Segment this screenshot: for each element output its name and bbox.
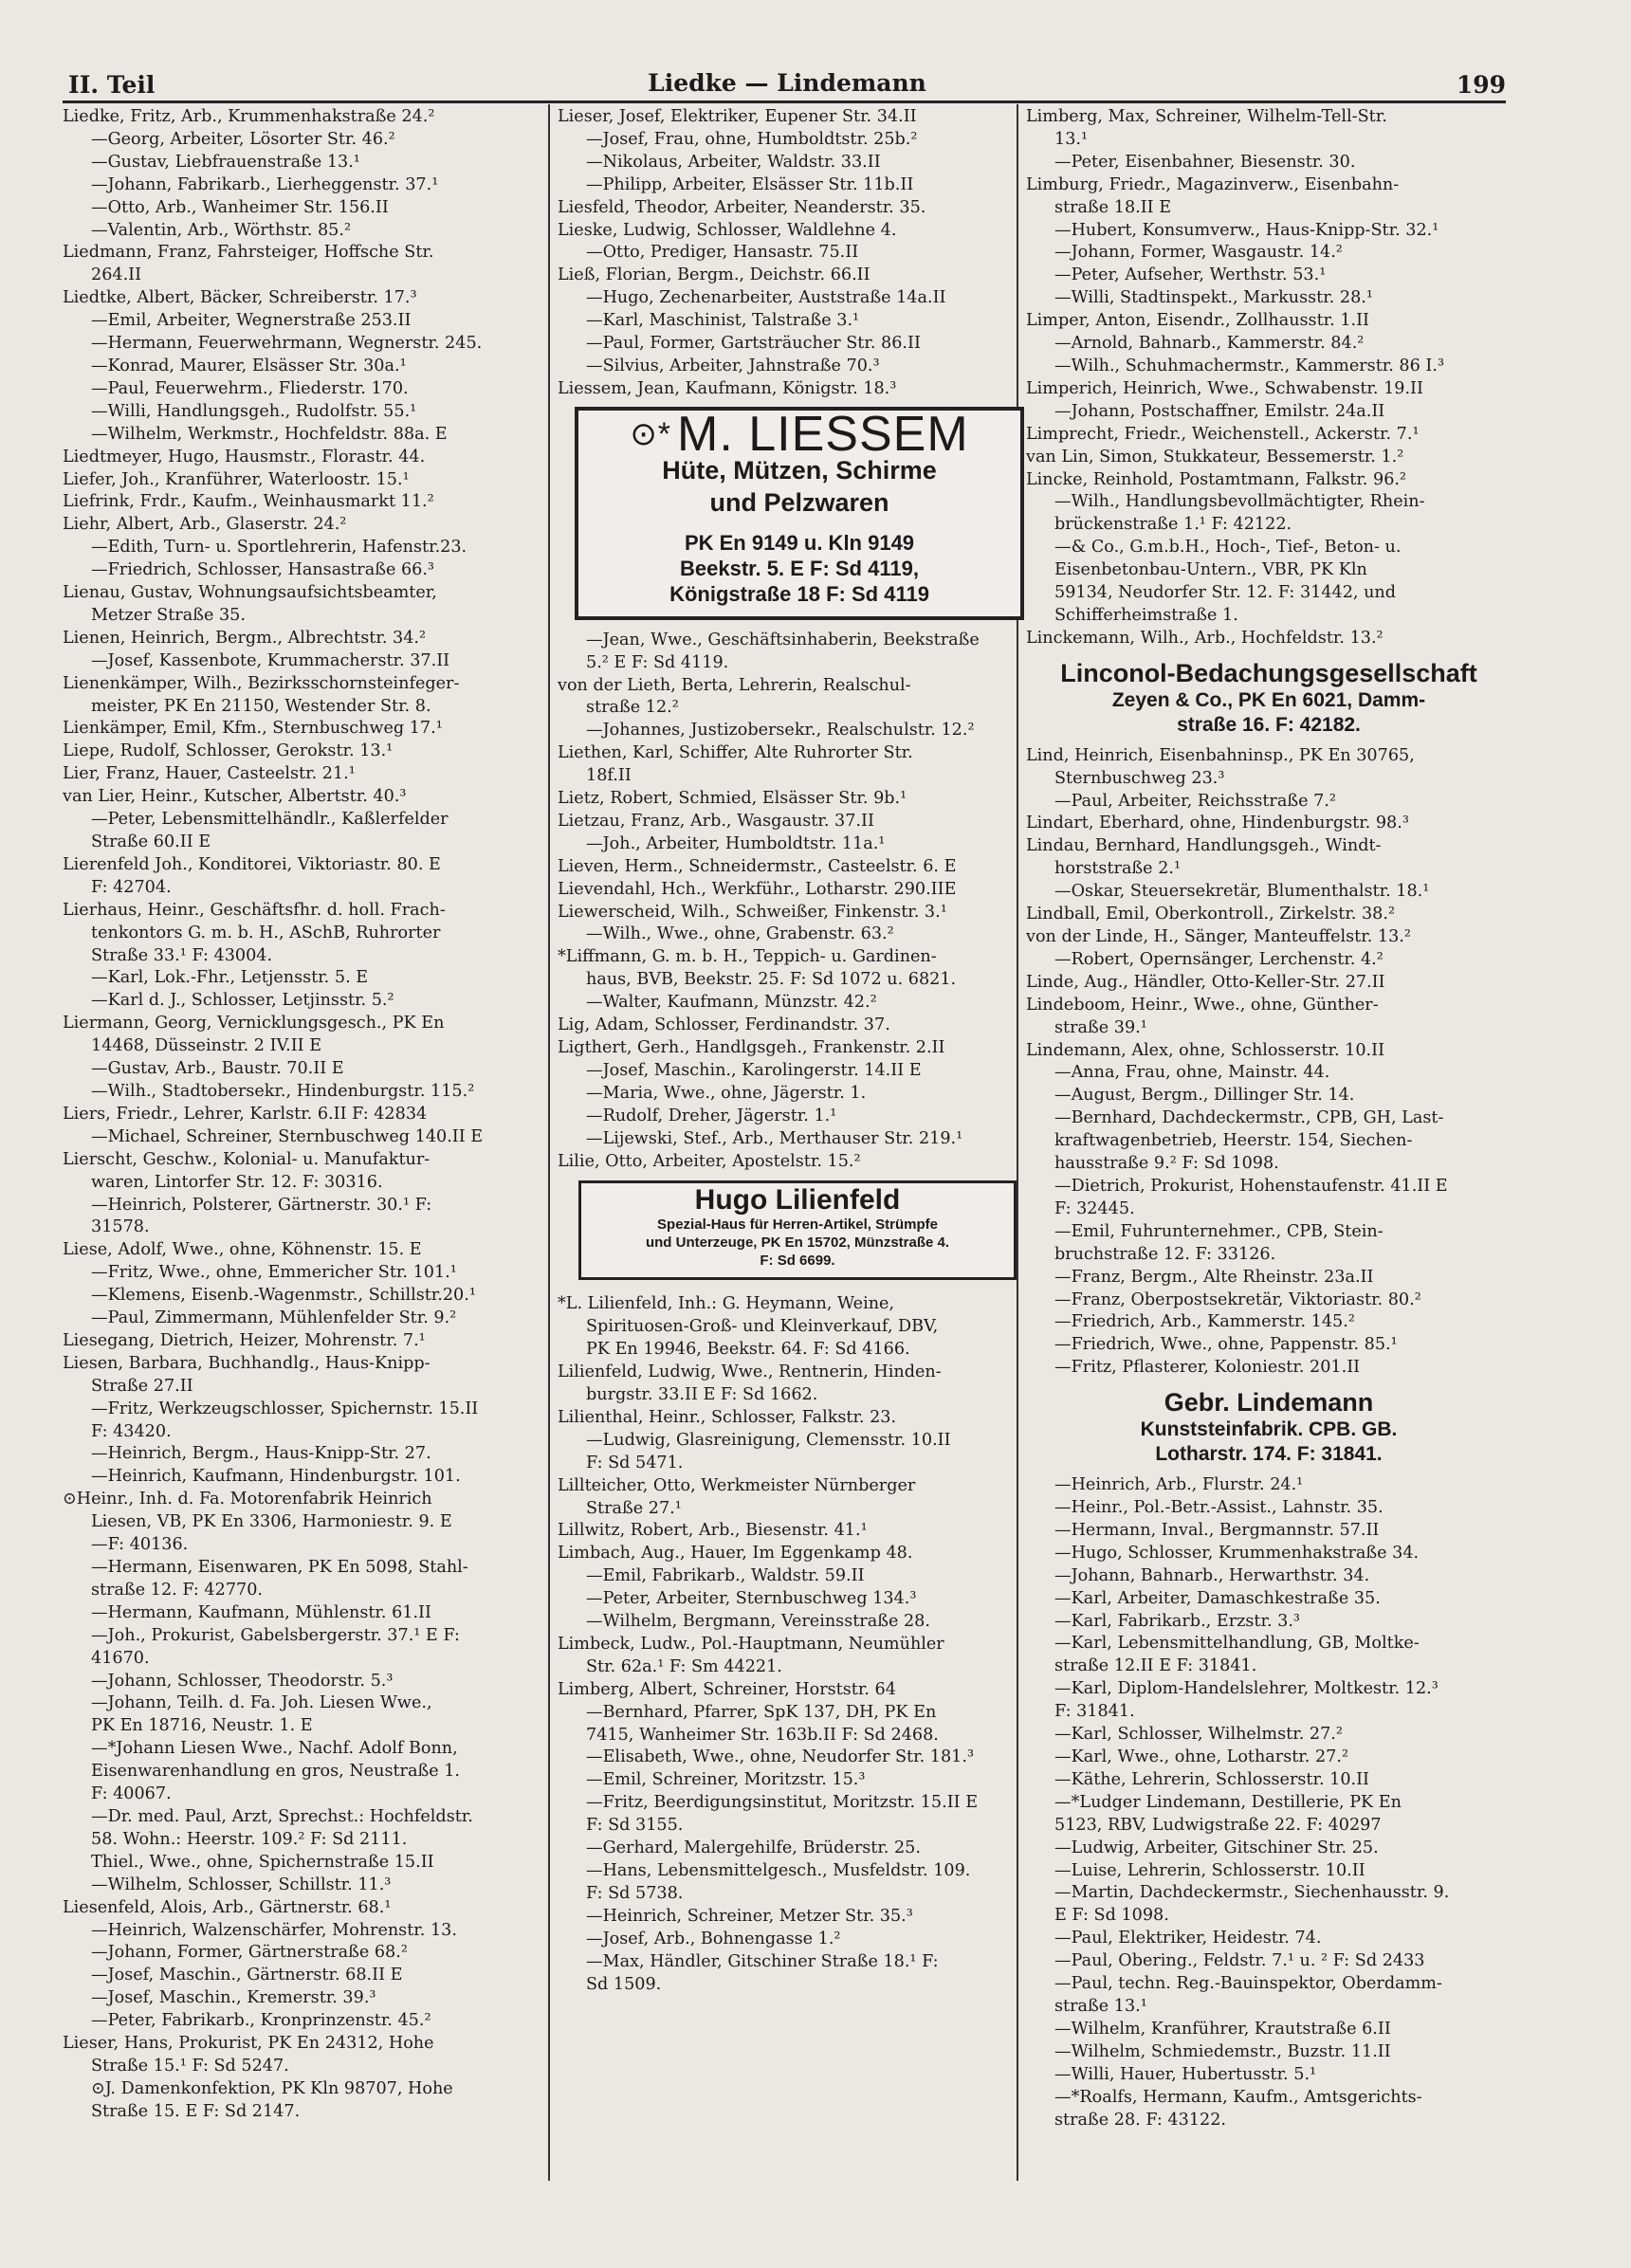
directory-entry: Liers, Friedr., Lehrer, Karlstr. 6.II F: 42834 — [63, 1104, 428, 1124]
entry-continuation: F: 32445. — [1054, 1198, 1135, 1218]
directory-entry: —Ludwig, Arbeiter, Gitschiner Str. 25. — [1054, 1838, 1379, 1857]
entry-continuation: horststraße 2.¹ — [1054, 859, 1182, 879]
entry-continuation: straße 12.II E F: 31841. — [1054, 1656, 1257, 1676]
directory-entry: —Wilhelm, Kranführer, Krautstraße 6.II — [1054, 2019, 1391, 2039]
directory-entry: Lier, Franz, Hauer, Casteelstr. 21.¹ — [63, 764, 356, 784]
linconol-title: Linconol-Bedachungsgesellschaft — [1060, 658, 1477, 687]
entry-continuation: F: Sd 3155. — [586, 1816, 684, 1836]
directory-entry: —Heinrich, Kaufmann, Hindenburgstr. 101. — [91, 1467, 461, 1487]
directory-entry: —Wilhelm, Schlosser, Schillstr. 11.³ — [91, 1875, 392, 1894]
directory-entry: —& Co., G.m.b.H., Hoch-, Tief-, Beton- u. — [1054, 538, 1402, 558]
directory-entry: Limbeck, Ludw., Pol.-Hauptmann, Neumühler — [558, 1634, 944, 1654]
directory-entry: ⊙Heinr., Inh. d. Fa. Motorenfabrik Heinrich — [63, 1490, 432, 1509]
directory-entry: —Max, Händler, Gitschiner Straße 18.¹ F: — [586, 1951, 939, 1971]
liessem-tagline-2: und Pelzwaren — [709, 487, 889, 517]
liessem-contact-3: Königstraße 18 F: Sd 4119 — [669, 581, 929, 606]
column-3 — [1026, 106, 1512, 2131]
directory-entry: —Hermann, Inval., Bergmannstr. 57.II — [1054, 1520, 1380, 1540]
page-range-title: Liedke — Lindemann — [648, 69, 926, 97]
entry-continuation: F: Sd 5738. — [586, 1883, 684, 1903]
directory-entry: Lierenfeld Joh., Konditorei, Viktoriastr. 80. E — [63, 854, 441, 874]
directory-entry: —Heinr., Pol.-Betr.-Assist., Lahnstr. 35. — [1054, 1498, 1384, 1518]
lilienfeld-advertisement — [578, 1180, 1017, 1280]
entry-continuation: Straße 15. E F: Sd 2147. — [91, 2101, 301, 2121]
directory-entry: —Jean, Wwe., Geschäftsinhaberin, Beekstraße — [586, 630, 980, 649]
directory-entry: Liedtke, Albert, Bäcker, Schreiberstr. 17.³ — [63, 288, 417, 308]
directory-entry: Limberg, Albert, Schreiner, Horststr. 64 — [558, 1679, 896, 1699]
directory-entry: —Wilh., Handlungsbevollmächtigter, Rhein- — [1054, 492, 1425, 512]
directory-entry: —Dr. med. Paul, Arzt, Sprechst.: Hochfeldstr. — [91, 1806, 473, 1826]
entry-continuation: kraftwagenbetrieb, Heerstr. 154, Siechen- — [1054, 1131, 1413, 1151]
lilienfeld-brand: Hugo Lilienfeld — [694, 1184, 901, 1216]
entry-continuation: Straße 27.¹ — [586, 1498, 682, 1518]
directory-entry: —*Ludger Lindemann, Destillerie, PK En — [1054, 1792, 1402, 1812]
directory-entry: Limbach, Aug., Hauer, Im Eggenkamp 48. — [558, 1544, 913, 1564]
entry-continuation: 264.II — [91, 265, 142, 285]
liessem-contact — [586, 530, 1013, 607]
entry-continuation: F: 42704. — [91, 877, 172, 897]
directory-entry: —Paul, Feuerwehrm., Fliederstr. 170. — [91, 378, 409, 398]
directory-entry: —Käthe, Lehrerin, Schlosserstr. 10.II — [1054, 1769, 1370, 1789]
directory-entry: —Friedrich, Arb., Kammerstr. 145.² — [1054, 1312, 1355, 1332]
directory-entry: —Paul, techn. Reg.-Bauinspektor, Oberdamm- — [1054, 1974, 1442, 1994]
directory-entry: —Heinrich, Polsterer, Gärtnerstr. 30.¹ F: — [91, 1195, 432, 1215]
directory-entry: —Karl, Arbeiter, Damaschkestraße 35. — [1054, 1588, 1381, 1608]
directory-entry: —August, Bergm., Dillinger Str. 14. — [1054, 1086, 1355, 1106]
page-header — [68, 61, 1506, 99]
directory-entry: —Johann, Teilh. d. Fa. Joh. Liesen Wwe., — [91, 1693, 432, 1713]
directory-entry: —Peter, Lebensmittelhändlr., Kaßlerfelder — [91, 810, 449, 830]
entry-continuation: hausstraße 9.² F: Sd 1098. — [1054, 1154, 1279, 1174]
directory-entry: Limperich, Heinrich, Wwe., Schwabenstr. 19.II — [1026, 378, 1423, 398]
liessem-brand-name: M. LIESSEM — [677, 406, 969, 462]
entry-continuation: 13.¹ — [1054, 129, 1089, 149]
directory-entry: —Dietrich, Prokurist, Hohenstaufenstr. 41.II E — [1054, 1176, 1448, 1196]
directory-entry: —Karl d. J., Schlosser, Letjinsstr. 5.² — [91, 991, 394, 1011]
directory-entry: —Heinrich, Walzenschärfer, Mohrenstr. 13. — [91, 1920, 457, 1940]
directory-entry: Limburg, Friedr., Magazinverw., Eisenbahn- — [1026, 174, 1400, 194]
lindemann-title: Gebr. Lindemann — [1164, 1388, 1374, 1418]
entry-continuation: Thiel., Wwe., ohne, Spichernstraße 15.II — [91, 1852, 434, 1872]
linconol-advertisement — [1026, 658, 1512, 738]
entry-continuation: 14468, Düsseinstr. 2 IV.II E — [91, 1036, 322, 1056]
entries-col2-mid — [558, 630, 1034, 1174]
directory-entry: —Friedrich, Wwe., ohne, Pappenstr. 85.¹ — [1054, 1335, 1398, 1355]
directory-entry: —Heinrich, Bergm., Haus-Knipp-Str. 27. — [91, 1444, 431, 1464]
directory-entry: Lilie, Otto, Arbeiter, Apostelstr. 15.² — [558, 1151, 861, 1171]
directory-entry: —Hermann, Kaufmann, Mühlenstr. 61.II — [91, 1602, 431, 1622]
directory-entry: Ließ, Florian, Bergm., Deichstr. 66.II — [558, 265, 870, 285]
directory-entry: —Elisabeth, Wwe., ohne, Neudorfer Str. 181.³ — [586, 1747, 974, 1767]
directory-entry: —Emil, Fuhrunternehmer., CPB, Stein- — [1054, 1221, 1384, 1241]
entry-continuation: Schifferheimstraße 1. — [1054, 605, 1238, 625]
directory-entry: *Liffmann, G. m. b. H., Teppich- u. Gardinen- — [558, 947, 937, 967]
directory-entry: Linckemann, Wilh., Arb., Hochfeldstr. 13.² — [1026, 628, 1384, 648]
directory-entry: —Fritz, Wwe., ohne, Emmericher Str. 101.¹ — [91, 1263, 457, 1283]
entry-continuation: straße 18.II E — [1054, 197, 1172, 217]
directory-entry: —Paul, Arbeiter, Reichsstraße 7.² — [1054, 791, 1336, 811]
directory-entry: —Karl, Lebensmittelhandlung, GB, Moltke- — [1054, 1634, 1420, 1654]
directory-entry: Lillwitz, Robert, Arb., Biesenstr. 41.¹ — [558, 1521, 868, 1541]
directory-entry: —Klemens, Eisenb.-Wagenmstr., Schillstr.20.¹ — [91, 1286, 476, 1306]
entry-continuation: 59134, Neudorfer Str. 12. F: 31442, und — [1054, 583, 1397, 603]
entry-continuation: waren, Lintorfer Str. 12. F: 30316. — [91, 1172, 383, 1192]
section-label: II. Teil — [68, 71, 156, 99]
directory-entry: —Lijewski, Stef., Arb., Merthauser Str. 219.¹ — [586, 1128, 963, 1148]
entry-continuation: 5123, RBV, Ludwigstraße 22. F: 40297 — [1054, 1815, 1382, 1835]
directory-entry: —Wilhelm, Schmiedemstr., Buzstr. 11.II — [1054, 2041, 1391, 2061]
directory-entry: —Willi, Stadtinspekt., Markusstr. 28.¹ — [1054, 288, 1373, 308]
directory-entry: Limprecht, Friedr., Weichenstell., Ackerstr. 7.¹ — [1026, 424, 1420, 444]
directory-entry: —Ludwig, Glasreinigung, Clemensstr. 10.II — [586, 1430, 951, 1450]
entry-continuation: straße 12.² — [586, 698, 679, 718]
directory-entry: —Nikolaus, Arbeiter, Waldstr. 33.II — [586, 152, 881, 172]
directory-entry: —Fritz, Werkzeugschlosser, Spichernstr. 15.II — [91, 1399, 479, 1418]
directory-entry: Lindau, Bernhard, Handlungsgeh., Windt- — [1026, 836, 1382, 856]
hat-logo-icon: ⊙* — [630, 415, 672, 452]
linconol-line-2: straße 16. F: 42182. — [1177, 713, 1361, 736]
directory-entry: Lieser, Josef, Elektriker, Eupener Str. 34.II — [558, 107, 917, 126]
entry-continuation: F: 40067. — [91, 1784, 172, 1804]
directory-entry: —Peter, Eisenbahner, Biesenstr. 30. — [1054, 152, 1356, 172]
entries-col1 — [63, 106, 539, 2124]
entries-col3-mid — [1026, 745, 1512, 1380]
directory-entry: —Johann, Former, Gärtnerstraße 68.² — [91, 1943, 408, 1963]
directory-entry: —Wilh., Wwe., ohne, Grabenstr. 63.² — [586, 924, 894, 944]
lindemann-line-1: Kunststeinfabrik. CPB. GB. — [1140, 1418, 1398, 1441]
entry-continuation: Sternbuschweg 23.³ — [1054, 768, 1225, 788]
entry-continuation: PK En 19946, Beekstr. 64. F: Sd 4166. — [586, 1340, 910, 1360]
directory-entry: Lillteicher, Otto, Werkmeister Nürnberger — [558, 1475, 916, 1495]
directory-entry: —Oskar, Steuersekretär, Blumenthalstr. 18.¹ — [1054, 882, 1430, 902]
directory-entry: —Josef, Arb., Bohnengasse 1.² — [586, 1929, 841, 1948]
directory-entry: —Hans, Lebensmittelgesch., Musfeldstr. 109. — [586, 1861, 971, 1880]
directory-entry: Liefrink, Frdr., Kaufm., Weinhausmarkt 11.² — [63, 492, 434, 512]
directory-entry: —Luise, Lehrerin, Schlosserstr. 10.II — [1054, 1860, 1365, 1880]
directory-entry: —Wilh., Schuhmachermstr., Kammerstr. 86 I.³ — [1054, 356, 1445, 375]
entry-continuation: Liesen, VB, PK En 3306, Harmoniestr. 9. E — [91, 1512, 452, 1532]
page-number: 199 — [1456, 71, 1506, 99]
directory-entry: Linde, Aug., Händler, Otto-Keller-Str. 27.II — [1026, 972, 1385, 992]
directory-entry: —Georg, Arbeiter, Lösorter Str. 46.² — [91, 129, 395, 149]
directory-entry: *L. Lilienfeld, Inh.: G. Heymann, Weine, — [558, 1294, 895, 1314]
directory-entry: Liesenfeld, Alois, Arb., Gärtnerstr. 68.¹ — [63, 1897, 392, 1917]
entries-col2-top — [558, 106, 1034, 401]
entry-continuation: tenkontors G. m. b. H., ASchB, Ruhrorter — [91, 923, 441, 942]
directory-entry: —Heinrich, Arb., Flurstr. 24.¹ — [1054, 1475, 1304, 1495]
directory-entry: —Gustav, Arb., Baustr. 70.II E — [91, 1059, 344, 1079]
column-1 — [63, 106, 539, 2124]
entry-continuation: Eisenwarenhandlung en gros, Neustraße 1. — [91, 1762, 460, 1782]
entry-continuation: Str. 62a.¹ F: Sm 44221. — [586, 1656, 782, 1676]
entry-continuation: F: Sd 5471. — [586, 1453, 684, 1472]
directory-entry: Lindemann, Alex, ohne, Schlosserstr. 10.II — [1026, 1040, 1385, 1060]
directory-entry: —Gustav, Liebfrauenstraße 13.¹ — [91, 152, 360, 172]
entries-col2-bottom — [558, 1293, 1034, 1996]
linconol-line-1: Zeyen & Co., PK En 6021, Damm- — [1111, 688, 1426, 711]
entry-continuation: straße 39.¹ — [1054, 1017, 1147, 1037]
directory-entry: Lindeboom, Heinr., Wwe., ohne, Günther- — [1026, 995, 1379, 1015]
directory-entry: —Karl, Diplom-Handelslehrer, Moltkestr. 12.³ — [1054, 1679, 1439, 1699]
directory-entry: —Friedrich, Schlosser, Hansastraße 66.³ — [91, 560, 434, 580]
directory-entry: Liessem, Jean, Kaufmann, Königstr. 18.³ — [558, 378, 897, 398]
lindemann-advertisement — [1026, 1387, 1512, 1467]
directory-entry: Liedke, Fritz, Arb., Krummenhakstraße 24.² — [63, 107, 435, 126]
directory-entry: Liewerscheid, Wilh., Schweißer, Finkenstr. 3.¹ — [558, 902, 947, 922]
directory-entry: —Johann, Postschaffner, Emilstr. 24a.II — [1054, 401, 1385, 421]
directory-entry: Liesen, Barbara, Buchhandlg., Haus-Knipp- — [63, 1353, 431, 1373]
directory-entry: Liedtmeyer, Hugo, Hausmstr., Florastr. 44. — [63, 447, 426, 466]
directory-entry: —Josef, Frau, ohne, Humboldtstr. 25b.² — [586, 129, 918, 149]
directory-entry: —Josef, Maschin., Gärtnerstr. 68.II E — [91, 1966, 403, 1985]
directory-entry: Lilienthal, Heinr., Schlosser, Falkstr. 23. — [558, 1407, 897, 1427]
directory-entry: —Willi, Hauer, Hubertusstr. 5.¹ — [1054, 2064, 1317, 2084]
lilienfeld-tagline-1: Spezial-Haus für Herren-Artikel, Strümpfe — [657, 1216, 938, 1234]
directory-entry: Lindball, Emil, Oberkontroll., Zirkelstr. 38.² — [1026, 905, 1396, 924]
directory-entry: Limper, Anton, Eisendr., Zollhausstr. 1.II — [1026, 311, 1370, 331]
directory-entry: —Emil, Schreiner, Moritzstr. 15.³ — [586, 1770, 866, 1790]
directory-entry: —Paul, Former, Gartsträucher Str. 86.II — [586, 334, 921, 354]
entry-continuation: burgstr. 33.II E F: Sd 1662. — [586, 1384, 818, 1404]
directory-entry: —Otto, Arb., Wanheimer Str. 156.II — [91, 197, 389, 217]
directory-entry: —*Roalfs, Hermann, Kaufm., Amtsgerichts- — [1054, 2087, 1422, 2107]
directory-entry: Liermann, Georg, Vernicklungsgesch., PK En — [63, 1014, 445, 1033]
directory-entry: Lind, Heinrich, Eisenbahninsp., PK En 30765, — [1026, 745, 1415, 765]
directory-entry: —Joh., Prokurist, Gabelsbergerstr. 37.¹ E F: — [91, 1625, 460, 1645]
directory-entry: —Johann, Former, Wasgaustr. 14.² — [1054, 243, 1343, 263]
directory-entry: —Emil, Arbeiter, Wegnerstraße 253.II — [91, 311, 412, 331]
directory-entry: —Johann, Bahnarb., Herwarthstr. 34. — [1054, 1565, 1370, 1585]
directory-entry: —Hugo, Zechenarbeiter, Auststraße 14a.II — [586, 288, 946, 308]
directory-entry: —Wilhelm, Bergmann, Vereinsstraße 28. — [586, 1612, 930, 1632]
directory-entry: —Arnold, Bahnarb., Kammerstr. 84.² — [1054, 334, 1365, 354]
directory-entry: Liedmann, Franz, Fahrsteiger, Hoffsche Str. — [63, 243, 434, 263]
directory-entry: —*Johann Liesen Wwe., Nachf. Adolf Bonn, — [91, 1739, 458, 1759]
directory-entry: van Lier, Heinr., Kutscher, Albertstr. 40.³ — [63, 787, 407, 807]
directory-entry: —Konrad, Maurer, Elsässer Str. 30a.¹ — [91, 356, 407, 375]
directory-entry: —Silvius, Arbeiter, Jahnstraße 70.³ — [586, 356, 880, 375]
entry-continuation: bruchstraße 12. F: 33126. — [1054, 1244, 1276, 1264]
directory-entry: —Fritz, Beerdigungsinstitut, Moritzstr. 15.II E — [586, 1793, 979, 1813]
entry-continuation: PK En 18716, Neustr. 1. E — [91, 1716, 313, 1736]
directory-entry: —Wilhelm, Werkmstr., Hochfeldstr. 88a. E — [91, 424, 448, 444]
directory-entry: —Michael, Schreiner, Sternbuschweg 140.II E — [91, 1126, 484, 1146]
directory-entry: —Bernhard, Pfarrer, SpK 137, DH, PK En — [586, 1702, 937, 1722]
directory-entry: Lienen, Heinrich, Bergm., Albrechtstr. 34.² — [63, 628, 427, 648]
directory-entry: van Lin, Simon, Stukkateur, Bessemerstr. 1.² — [1026, 447, 1404, 466]
directory-entry: —Hubert, Konsumverw., Haus-Knipp-Str. 32.¹ — [1054, 220, 1439, 240]
directory-entry: —Martin, Dachdeckermstr., Siechenhausstr. 9. — [1054, 1883, 1450, 1903]
directory-entry: ⊙J. Damenkonfektion, PK Kln 98707, Hohe — [91, 2078, 453, 2098]
directory-entry: —Josef, Maschin., Kremerstr. 39.³ — [91, 1988, 376, 2008]
directory-entry: —Bernhard, Dachdeckermstr., CPB, GH, Last- — [1054, 1108, 1444, 1128]
entry-continuation: straße 12. F: 42770. — [91, 1580, 263, 1600]
directory-entry: —Walter, Kaufmann, Münzstr. 42.² — [586, 993, 877, 1013]
directory-entry: Lieser, Hans, Prokurist, PK En 24312, Hohe — [63, 2034, 434, 2054]
directory-entry: —Josef, Maschin., Karolingerstr. 14.II E — [586, 1060, 922, 1080]
directory-entry: Lilienfeld, Ludwig, Wwe., Rentnerin, Hinden- — [558, 1363, 942, 1382]
entry-continuation: brückenstraße 1.¹ F: 42122. — [1054, 515, 1292, 535]
directory-entry: —Edith, Turn- u. Sportlehrerin, Hafenstr.23. — [91, 538, 467, 558]
entry-continuation: meister, PK En 21150, Westender Str. 8. — [91, 696, 431, 716]
directory-entry: Lietzau, Franz, Arb., Wasgaustr. 37.II — [558, 811, 874, 831]
entry-continuation: Spirituosen-Groß- und Kleinverkauf, DBV, — [586, 1317, 939, 1337]
entry-continuation: straße 28. F: 43122. — [1054, 2110, 1226, 2130]
directory-entry: —Karl, Schlosser, Wilhelmstr. 27.² — [1054, 1725, 1343, 1745]
directory-entry: Liehr, Albert, Arb., Glaserstr. 24.² — [63, 515, 347, 535]
directory-entry: Liethen, Karl, Schiffer, Alte Ruhrorter Str. — [558, 743, 913, 763]
entry-continuation: straße 13.¹ — [1054, 1996, 1147, 2016]
directory-entry: —Hugo, Schlosser, Krummenhakstraße 34. — [1054, 1543, 1420, 1563]
directory-entry: —Otto, Prediger, Hansastr. 75.II — [586, 243, 859, 263]
directory-entry: —Wilh., Stadtobersekr., Hindenburgstr. 115.² — [91, 1081, 475, 1101]
column-divider-1 — [548, 104, 550, 2181]
directory-entry: von der Linde, H., Sänger, Manteuffelstr. 13.² — [1026, 927, 1411, 946]
directory-entry: —Johannes, Justizobersekr., Realschulstr. 12.² — [586, 721, 975, 741]
directory-entry: —Rudolf, Dreher, Jägerstr. 1.¹ — [586, 1106, 837, 1125]
directory-entry: Lieske, Ludwig, Schlosser, Waldlehne 4. — [558, 220, 897, 240]
directory-entry: Liesfeld, Theodor, Arbeiter, Neanderstr. 35. — [558, 197, 926, 217]
directory-entry: Lierhaus, Heinr., Geschäftsfhr. d. holl. Frach- — [63, 900, 446, 920]
directory-entry: Lienenkämper, Wilh., Bezirksschornsteinfeger- — [63, 673, 460, 693]
directory-entry: —Johann, Fabrikarb., Lierheggenstr. 37.¹ — [91, 174, 439, 194]
liessem-tagline-1: Hüte, Mützen, Schirme — [662, 455, 937, 485]
directory-entry: —Franz, Oberpostsekretär, Viktoriastr. 80.² — [1054, 1289, 1421, 1309]
entry-continuation: F: 43420. — [91, 1421, 172, 1441]
entries-col3-bottom — [1026, 1474, 1512, 2131]
directory-entry: —Paul, Obering., Feldstr. 7.¹ u. ² F: Sd 2433 — [1054, 1951, 1425, 1971]
directory-entry: —Gerhard, Malergehilfe, Brüderstr. 25. — [586, 1838, 921, 1858]
directory-entry: Lievendahl, Hch., Werkführ., Lotharstr. 290.IIE — [558, 879, 957, 899]
directory-entry: Lienau, Gustav, Wohnungsaufsichtsbeamter, — [63, 583, 437, 603]
directory-entry: —Fritz, Pflasterer, Koloniestr. 201.II — [1054, 1358, 1361, 1378]
liessem-advertisement — [575, 407, 1024, 620]
directory-entry: —Karl, Wwe., ohne, Lotharstr. 27.² — [1054, 1747, 1349, 1766]
directory-entry: —Franz, Bergm., Alte Rheinstr. 23a.II — [1054, 1267, 1374, 1287]
directory-entry: von der Lieth, Berta, Lehrerin, Realschul- — [558, 675, 911, 695]
directory-entry: —Karl, Maschinist, Talstraße 3.¹ — [586, 311, 860, 331]
entry-continuation: F: 31841. — [1054, 1702, 1135, 1722]
directory-entry: —Heinrich, Schreiner, Metzer Str. 35.³ — [586, 1906, 913, 1926]
directory-entry: —Karl, Lok.-Fhr., Letjensstr. 5. E — [91, 968, 369, 988]
directory-entry: —Peter, Fabrikarb., Kronprinzenstr. 45.² — [91, 2011, 431, 2031]
directory-entry: Liepe, Rudolf, Schlosser, Gerokstr. 13.¹ — [63, 741, 394, 761]
entry-continuation: 31578. — [91, 1217, 150, 1237]
directory-entry: —Willi, Handlungsgeh., Rudolfstr. 55.¹ — [91, 401, 417, 421]
directory-entry: —Anna, Frau, ohne, Mainstr. 44. — [1054, 1063, 1330, 1083]
entry-continuation: Straße 33.¹ F: 43004. — [91, 945, 273, 965]
column-2 — [558, 106, 1034, 1996]
liessem-brand — [586, 406, 1013, 462]
liessem-contact-1: PK En 9149 u. Kln 9149 — [684, 530, 915, 555]
entry-continuation: haus, BVB, Beekstr. 25. F: Sd 1072 u. 6821. — [586, 970, 957, 990]
directory-entry: —Johann, Schlosser, Theodorstr. 5.³ — [91, 1671, 394, 1691]
entry-continuation: 58. Wohn.: Heerstr. 109.² F: Sd 2111. — [91, 1829, 408, 1849]
entry-continuation: 41670. — [91, 1648, 150, 1668]
entry-continuation: Straße 27.II — [91, 1376, 193, 1396]
lilienfeld-tagline-2: und Unterzeuge, PK En 15702, Münzstraße 4. — [645, 1235, 950, 1252]
liessem-contact-2: Beekstr. 5. E F: Sd 4119, — [680, 556, 919, 580]
directory-entry: Limberg, Max, Schreiner, Wilhelm-Tell-Str. — [1026, 107, 1387, 126]
entry-continuation: Eisenbetonbau-Untern., VBR, PK Kln — [1054, 560, 1367, 580]
lindemann-line-2: Lotharstr. 174. F: 31841. — [1155, 1443, 1383, 1466]
directory-entry: —Paul, Zimmermann, Mühlenfelder Str. 9.² — [91, 1308, 457, 1328]
directory-entry: Liefer, Joh., Kranführer, Waterloostr. 15.¹ — [63, 469, 410, 489]
directory-entry: Lierscht, Geschw., Kolonial- u. Manufaktur- — [63, 1149, 431, 1169]
directory-entry: —Hermann, Eisenwaren, PK En 5098, Stahl- — [91, 1558, 468, 1577]
directory-entry: —Karl, Fabrikarb., Erzstr. 3.³ — [1054, 1611, 1300, 1631]
directory-entry: —Paul, Elektriker, Heidestr. 74. — [1054, 1929, 1322, 1948]
lilienfeld-tagline-3: F: Sd 6699. — [760, 1253, 835, 1270]
entry-continuation: 7415, Wanheimer Str. 163b.II F: Sd 2468. — [586, 1725, 939, 1745]
directory-entry: —Emil, Fabrikarb., Waldstr. 59.II — [586, 1566, 865, 1586]
directory-entry: —Josef, Kassenbote, Krummacherstr. 37.II — [91, 650, 450, 670]
directory-entry: —F: 40136. — [91, 1535, 189, 1555]
directory-entry: Lietz, Robert, Schmied, Elsässer Str. 9b.¹ — [558, 789, 907, 809]
entry-continuation: Metzer Straße 35. — [91, 605, 246, 625]
directory-entry: Lindart, Eberhard, ohne, Hindenburgstr. 98.³ — [1026, 814, 1409, 833]
header-rule — [63, 101, 1506, 103]
directory-entry: —Maria, Wwe., ohne, Jägerstr. 1. — [586, 1083, 867, 1103]
entries-col3-top — [1026, 106, 1512, 650]
directory-entry: —Robert, Opernsänger, Lerchenstr. 4.² — [1054, 949, 1384, 969]
directory-entry: Liese, Adolf, Wwe., ohne, Köhnenstr. 15. E — [63, 1240, 422, 1260]
directory-entry: Ligthert, Gerh., Handlgsgeh., Frankenstr. 2.II — [558, 1038, 945, 1057]
entry-continuation: Straße 15.¹ F: Sd 5247. — [91, 2056, 289, 2076]
directory-entry: —Peter, Aufseher, Werthstr. 53.¹ — [1054, 265, 1327, 285]
entry-continuation: 18f.II — [586, 766, 632, 786]
directory-entry: —Philipp, Arbeiter, Elsässer Str. 11b.II — [586, 174, 914, 194]
directory-entry: —Hermann, Feuerwehrmann, Wegnerstr. 245. — [91, 334, 483, 354]
directory-entry: Lincke, Reinhold, Postamtmann, Falkstr. 96.² — [1026, 469, 1407, 489]
entry-continuation: Straße 60.II E — [91, 832, 211, 851]
directory-entry: —Joh., Arbeiter, Humboldtstr. 11a.¹ — [586, 833, 886, 853]
directory-entry: Liesegang, Dietrich, Heizer, Mohrenstr. 7.¹ — [63, 1330, 426, 1350]
entry-continuation: E F: Sd 1098. — [1054, 1906, 1169, 1926]
entry-continuation: Sd 1509. — [586, 1974, 662, 1994]
entry-continuation: 5.² E F: Sd 4119. — [586, 652, 729, 672]
directory-entry: —Valentin, Arb., Wörthstr. 85.² — [91, 220, 351, 240]
directory-entry: —Peter, Arbeiter, Sternbuschweg 134.³ — [586, 1589, 917, 1609]
directory-entry: Lig, Adam, Schlosser, Ferdinandstr. 37. — [558, 1015, 890, 1035]
directory-entry: Lienkämper, Emil, Kfm., Sternbuschweg 17.¹ — [63, 719, 443, 739]
directory-entry: Lieven, Herm., Schneidermstr., Casteelstr. 6. E — [558, 856, 957, 876]
